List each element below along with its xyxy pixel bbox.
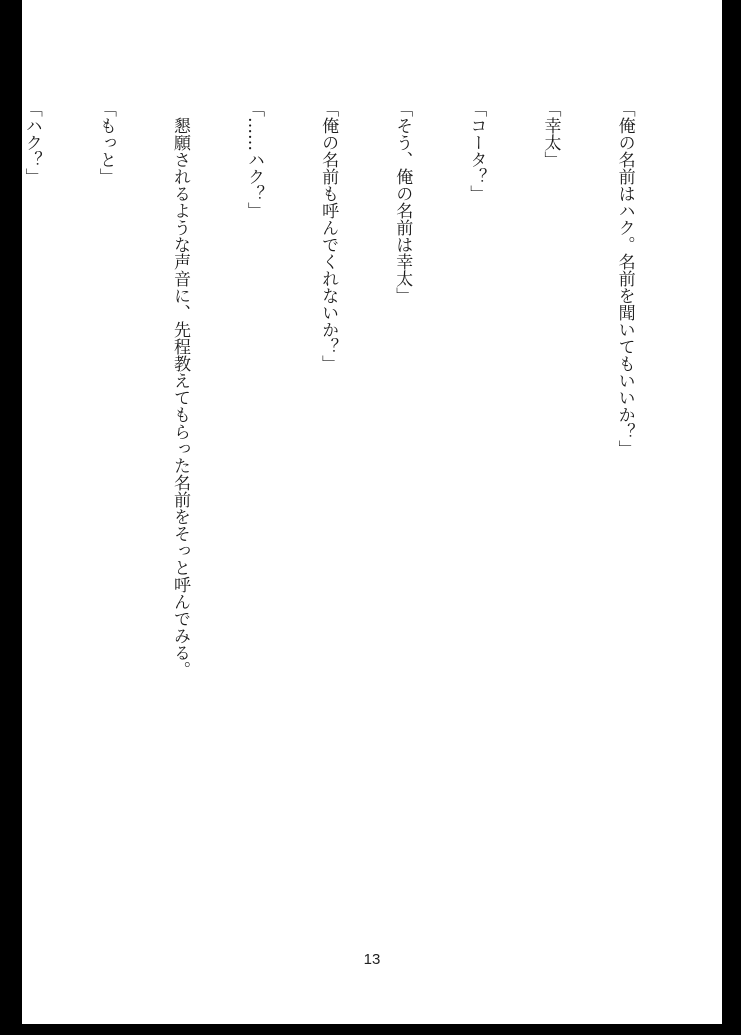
text-line: 「俺の名前はハク。名前を聞いてもいいか？」 <box>614 100 635 457</box>
text-line: 「もっと」 <box>95 100 116 185</box>
text-line: 「幸太」 <box>540 100 561 168</box>
text-line: 「俺の名前も呼んでくれないか？」 <box>318 100 339 372</box>
text-line: 「……ハク？」 <box>244 100 265 219</box>
text-line: 「ハク？」 <box>21 100 42 185</box>
text-line: 「コータ？」 <box>466 100 487 202</box>
vertical-text-body <box>0 100 686 950</box>
text-line: 「そう、俺の名前は幸太」 <box>392 100 413 304</box>
text-line: 懇願されるような声音に、先程教えてもらった名前をそっと呼んでみる。 <box>169 100 190 678</box>
page-number: 13 <box>363 951 381 968</box>
book-page <box>22 0 722 1024</box>
